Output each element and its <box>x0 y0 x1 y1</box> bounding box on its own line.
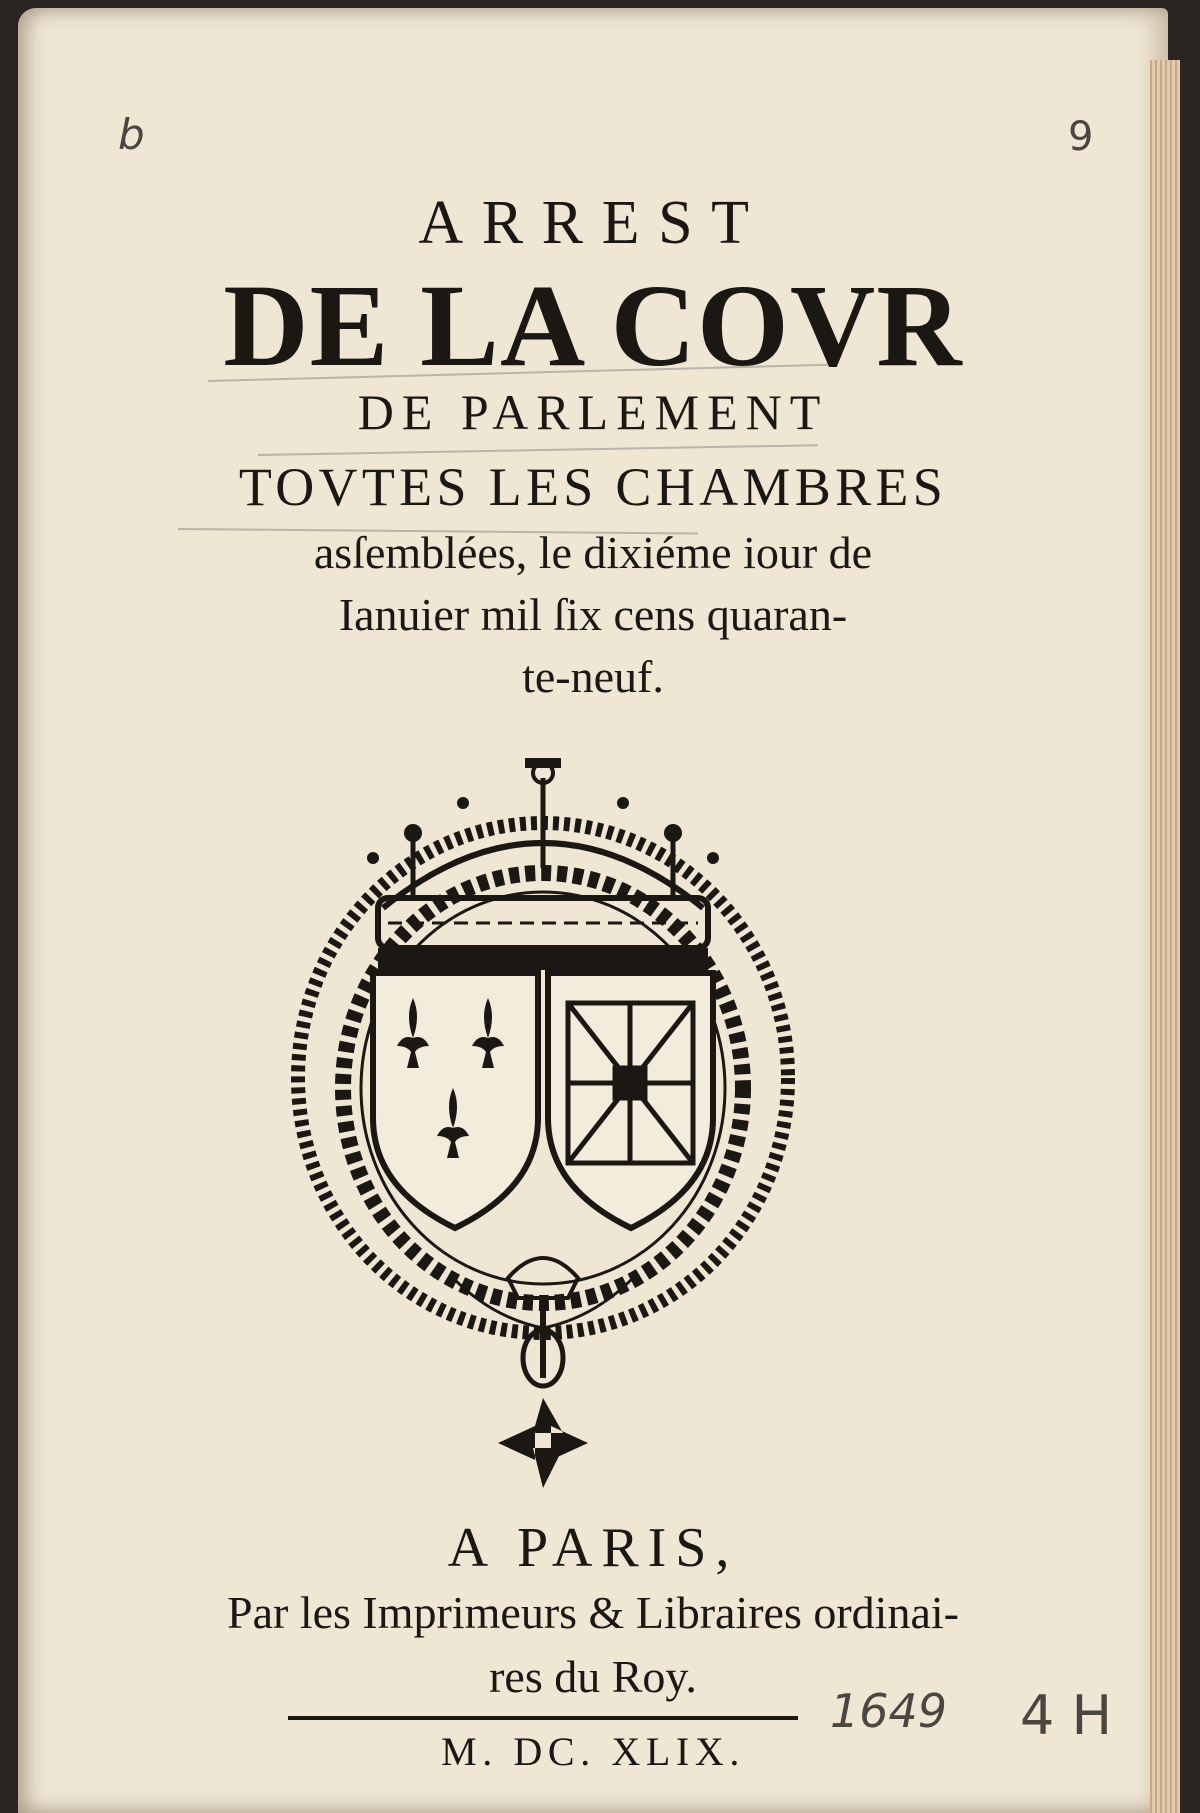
title-page <box>18 8 1168 1813</box>
handwritten-shelfmark: 4 H <box>1020 1684 1113 1747</box>
royal-arms-france-navarre-icon <box>263 758 823 1488</box>
imprint-printer-line-2: res du Roy. <box>489 1651 697 1702</box>
pencil-mark <box>258 444 818 456</box>
imprint-place: A PARIS, <box>447 1517 739 1579</box>
title-line-4: TOVTES LES CHAMBRES <box>238 457 948 517</box>
title-line-2: DE LA COVR <box>223 260 963 391</box>
title-line-3: DE PARLEMENT <box>357 384 829 440</box>
title-line-5: asſemblées, le dixiéme iour de <box>313 527 873 578</box>
handwritten-page-number: 9 <box>1068 114 1094 160</box>
divider-rule <box>288 1716 798 1720</box>
handwritten-note-top-left: b <box>118 110 145 159</box>
page-edge <box>1150 60 1180 1813</box>
title-line-1: ARREST <box>418 189 768 257</box>
handwritten-year: 1649 <box>830 1684 948 1738</box>
imprint-printer-line-1: Par les Imprimeurs & Libraires ordinai- <box>227 1587 959 1638</box>
title-line-6: Ianuier mil ſix cens quaran- <box>338 589 848 640</box>
title-line-7: te-neuf. <box>522 651 664 702</box>
imprint-date: M. DC. XLIX. <box>441 1729 745 1774</box>
